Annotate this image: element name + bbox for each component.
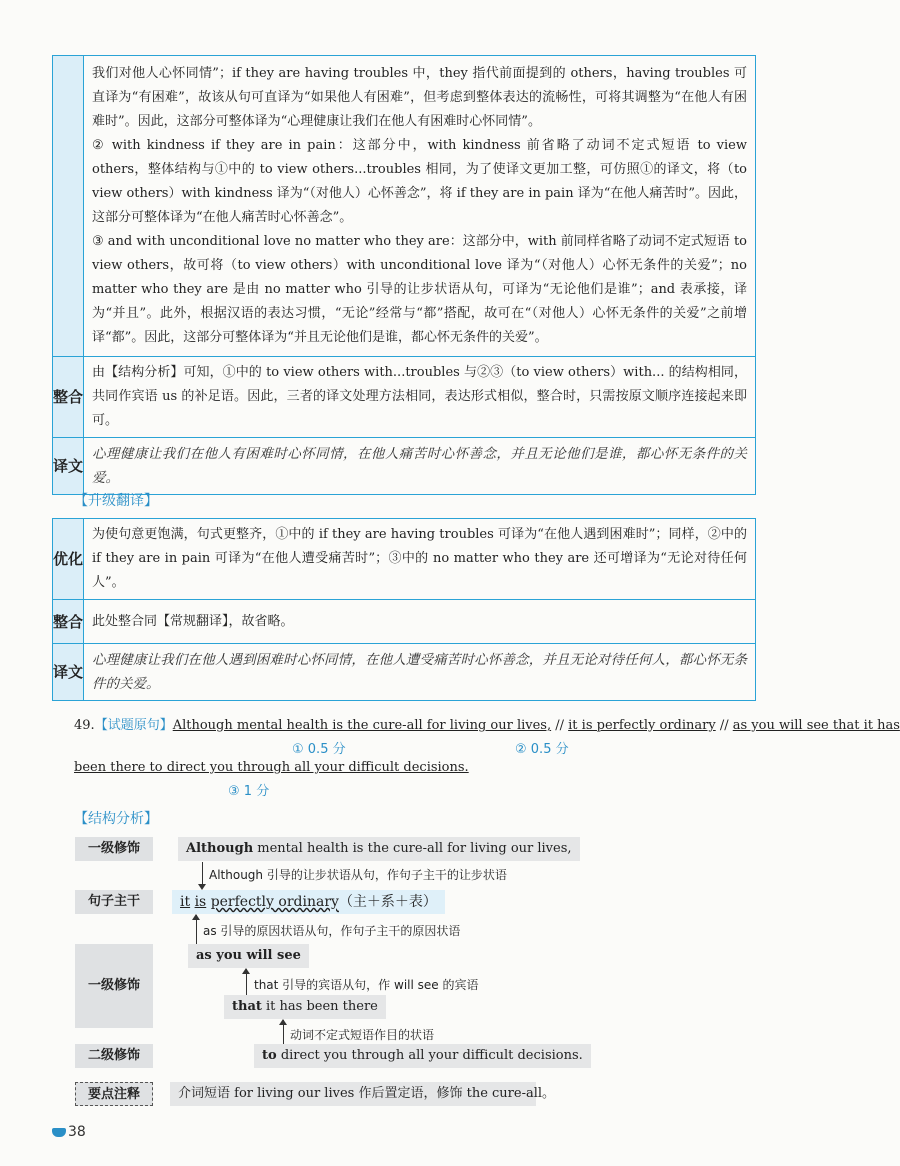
- analysis-paragraph-1: 我们对他人心怀同情”；if they are having troubles 中，they 指代前面提到的 others，having troubles 可直译为“有困难”，故该从句可直译为“如果他人有困难”，但考虑到整体表达的流畅性，可将其调整为“在他人有困难时”。因此，这部分可整体译为“心理健康让我们在他人有困难时心怀同情”。: [92, 66, 747, 129]
- page-footer: [52, 1124, 86, 1140]
- keyword-will-see: will see: [246, 948, 301, 963]
- table-row: [53, 600, 756, 644]
- main-clause-box: [172, 890, 445, 914]
- note-infinitive: 动词不定式短语作目的状语: [290, 1028, 435, 1042]
- question-tag: 【试题原句】: [94, 718, 173, 733]
- level-label-main: 句子主干: [75, 890, 153, 914]
- integrate-text: 由【结构分析】可知，①中的 to view others with...troubles 与②③（to view others）with... 的结构相同，共同作宾语 us 的补足语。因此，三者的译文处理方法相同，表达形式相似，整合时，只需按原文顺序连接起来即可。: [84, 357, 756, 438]
- score-3: ③ 1 分: [228, 784, 270, 799]
- table-row: [53, 357, 756, 438]
- keyword-although: Although: [186, 841, 254, 856]
- linking-verb: is: [194, 894, 207, 910]
- integrate-text: 此处整合同【常规翻译】，故省略。: [84, 600, 756, 644]
- key-note-text: 介词短语 for living our lives 作后置定语，修饰 the cure-all。: [178, 1086, 556, 1101]
- clause-text: as you: [196, 948, 247, 963]
- translation-table-1: [52, 55, 756, 495]
- connector-line: [202, 862, 203, 886]
- sentence-part-2: it is perfectly ordinary: [568, 718, 716, 733]
- clause-text: it has been there: [261, 999, 378, 1014]
- clause-box-to: [254, 1044, 591, 1068]
- note-although: Although 引导的让步状语从句，作句子主干的让步状语: [209, 868, 507, 882]
- key-note-label: 要点注释: [75, 1082, 153, 1106]
- clause-text: direct you through all your difficult decisions.: [276, 1048, 583, 1063]
- sentence-part-3b: been there to direct you through all your difficult decisions.: [74, 760, 469, 775]
- book-icon: [52, 1128, 66, 1137]
- level-label-1a: 一级修饰: [75, 837, 153, 861]
- row-label-empty: [53, 56, 84, 357]
- question-49-line-1: [74, 716, 900, 736]
- separator: //: [551, 718, 569, 733]
- page-number: 38: [68, 1124, 86, 1140]
- clause-box-that: [224, 995, 386, 1019]
- question-49-line-2: [74, 758, 469, 778]
- table-row: [53, 519, 756, 600]
- arrow-up-icon: [279, 1019, 287, 1025]
- row-label-translation: 译文: [53, 644, 84, 701]
- translation-text: 心理健康让我们在他人遇到困难时心怀同情，在他人遭受痛苦时心怀善念，并且无论对待任何人，都心怀无条件的关爱。: [84, 644, 756, 701]
- key-note-box: [170, 1082, 556, 1106]
- arrow-up-icon: [192, 914, 200, 920]
- structure-formula: （主＋系＋表）: [338, 894, 437, 910]
- keyword-that: that: [232, 999, 262, 1014]
- section-upgrade-heading: 【升级翻译】: [74, 493, 158, 509]
- subject: it: [180, 894, 191, 910]
- analysis-paragraph-2: ② with kindness if they are in pain：这部分中，with kindness 前省略了动词不定式短语 to view others，整体结构与①中的 to view others...troubles 相同，为了使译文更加工整，可仿照①的译文，将（to view others）with kindness 译为“（对他人）心怀善念”，将 if they are in pain 译为“在他人痛苦时”。因此，这部分可整体译为“在他人痛苦时心怀善念”。: [92, 138, 748, 225]
- row-label-integrate: 整合: [53, 600, 84, 644]
- clause-box-as: [188, 944, 309, 968]
- keyword-to: to: [262, 1048, 277, 1063]
- question-number: 49.: [74, 718, 95, 733]
- sentence-part-1: Although mental health is the cure-all for living our lives,: [172, 718, 552, 733]
- note-that: that 引导的宾语从句，作 will see 的宾语: [254, 978, 479, 992]
- sentence-part-3a: as you will see that it has: [732, 718, 900, 733]
- table-row: [53, 56, 756, 357]
- row-label-translation: 译文: [53, 438, 84, 495]
- translation-text: 心理健康让我们在他人有困难时心怀同情，在他人痛苦时心怀善念，并且无论他们是谁，都心怀无条件的关爱。: [84, 438, 756, 495]
- optimize-text: 为使句意更饱满，句式更整齐，①中的 if they are having troubles 可译为“在他人遇到困难时”；同样，②中的 if they are in pain 可译为“在他人遭受痛苦时”；③中的 no matter who they are 还可增译为“无论对待任何人”。: [84, 519, 756, 600]
- note-as: as 引导的原因状语从句，作句子主干的原因状语: [203, 924, 461, 938]
- table-row: [53, 644, 756, 701]
- table-row: [53, 438, 756, 495]
- score-1: ① 0.5 分: [292, 742, 346, 757]
- predicative: perfectly ordinary: [210, 894, 339, 910]
- row-label-optimize: 优化: [53, 519, 84, 600]
- section-structure-heading: 【结构分析】: [74, 811, 158, 827]
- translation-table-2: [52, 518, 756, 701]
- separator: //: [715, 718, 733, 733]
- clause-text: mental health is the cure-all for living our lives,: [253, 841, 572, 856]
- level-label-1b: 一级修饰: [75, 944, 153, 1028]
- clause-box-although: [178, 837, 580, 861]
- analysis-paragraph-3: ③ and with unconditional love no matter who they are：这部分中，with 前同样省略了动词不定式短语 to view others，故可将（to view others）with unconditional love 译为“（对他人）心怀无条件的关爱”；no matter who they are 是由 no matter who 引导的让步状语从句，可译为“无论他们是谁”；and 表承接，译为“并且”。此外，根据汉语的表达习惯，“无论”经常与“都”搭配，故可在“（对他人）心怀无条件的关爱”之前增译“都”。因此，这部分可整体译为“并且无论他们是谁，都心怀无条件的关爱”。: [92, 234, 747, 345]
- level-label-2: 二级修饰: [75, 1044, 153, 1068]
- row-label-integrate: 整合: [53, 357, 84, 438]
- score-2: ② 0.5 分: [515, 742, 569, 757]
- analysis-cell: [84, 56, 756, 357]
- arrow-up-icon: [242, 968, 250, 974]
